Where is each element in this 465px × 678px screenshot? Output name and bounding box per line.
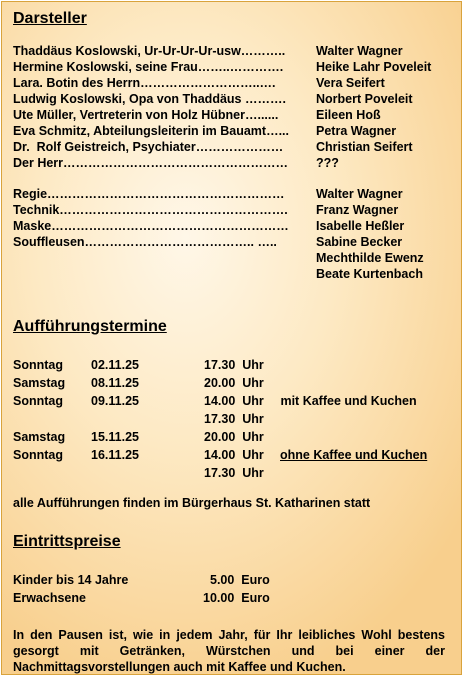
crew-person: Franz Wagner	[316, 203, 399, 217]
crew-role: Technik……………………………………………….	[13, 203, 288, 217]
termin-time: 17.30 Uhr	[204, 466, 264, 480]
pause-note: In den Pausen ist, wie in jedem Jahr, für Ihr leibliches Wohl bestens gesorgt mit Getränken, Würstchen und bei einer der Nachmittagsvorstellungen auch mit Kaffee und Kuchen.	[13, 628, 445, 674]
crew-role: Maske…………………………………………………	[13, 219, 289, 233]
crew-person: Beate Kurtenbach	[316, 267, 423, 281]
cast-role: Dr. Rolf Geistreich, Psychiater…………………	[13, 140, 284, 154]
termin-date: 16.11.25	[91, 448, 139, 462]
heading-preise: Eintrittspreise	[13, 533, 121, 550]
termin-day: Sonntag	[13, 394, 63, 408]
price-value: 5.00 Euro	[210, 573, 270, 587]
termin-date: 08.11.25	[91, 376, 139, 390]
crew-role: Regie…………………………………………………	[13, 187, 285, 201]
cast-actor: Petra Wagner	[316, 124, 397, 138]
cast-role: Eva Schmitz, Abteilungsleiterin im Bauamt…...	[13, 124, 289, 138]
cast-role: Ute Müller, Vertreterin von Holz Hübner…......	[13, 108, 279, 122]
crew-person: Isabelle Heßler	[316, 219, 405, 233]
crew-person: Sabine Becker	[316, 235, 403, 249]
crew-role: Souffleusen………………………………….. …..	[13, 235, 277, 249]
termin-time: 17.30 Uhr	[204, 412, 264, 426]
cast-role: Der Herr………………………………………………	[13, 156, 289, 170]
heading-termine: Aufführungstermine	[13, 318, 167, 335]
termin-time: 17.30 Uhr	[204, 358, 264, 372]
cast-actor: Heike Lahr Poveleit	[316, 60, 432, 74]
price-value: 10.00 Euro	[203, 591, 270, 605]
termin-day: Samstag	[13, 376, 66, 390]
cast-actor: Walter Wagner	[316, 44, 403, 58]
termin-note: mit Kaffee und Kuchen	[277, 394, 417, 408]
termin-day: Samstag	[13, 430, 66, 444]
termin-date: 15.11.25	[91, 430, 139, 444]
price-label: Erwachsene	[13, 591, 86, 605]
crew-person: Mechthilde Ewenz	[316, 251, 424, 265]
cast-role: Lara. Botin des Herrn………………………..….	[13, 76, 276, 90]
termin-time: 14.00 Uhr	[204, 394, 264, 408]
cast-actor: Christian Seifert	[316, 140, 413, 154]
price-label: Kinder bis 14 Jahre	[13, 573, 129, 587]
venue-text: alle Aufführungen finden im Bürgerhaus St. Katharinen statt	[13, 496, 371, 510]
flyer-panel	[1, 1, 462, 675]
cast-actor: Vera Seifert	[316, 76, 385, 90]
cast-role: Thaddäus Koslowski, Ur-Ur-Ur-Ur-usw………..	[13, 44, 286, 58]
cast-actor: ???	[316, 156, 339, 170]
heading-darsteller: Darsteller	[13, 10, 87, 27]
termin-time: 20.00 Uhr	[204, 430, 264, 444]
cast-actor: Norbert Poveleit	[316, 92, 413, 106]
termin-time: 14.00 Uhr	[204, 448, 264, 462]
termin-day: Sonntag	[13, 448, 63, 462]
termin-date: 09.11.25	[91, 394, 139, 408]
termin-time: 20.00 Uhr	[204, 376, 264, 390]
termin-note: ohne Kaffee und Kuchen	[280, 448, 428, 462]
cast-role: Hermine Koslowski, seine Frau……..………….	[13, 60, 284, 74]
termin-date: 02.11.25	[91, 358, 139, 372]
crew-person: Walter Wagner	[316, 187, 403, 201]
termin-day: Sonntag	[13, 358, 63, 372]
cast-actor: Eileen Hoß	[316, 108, 381, 122]
cast-role: Ludwig Koslowski, Opa von Thaddäus ……….	[13, 92, 286, 106]
